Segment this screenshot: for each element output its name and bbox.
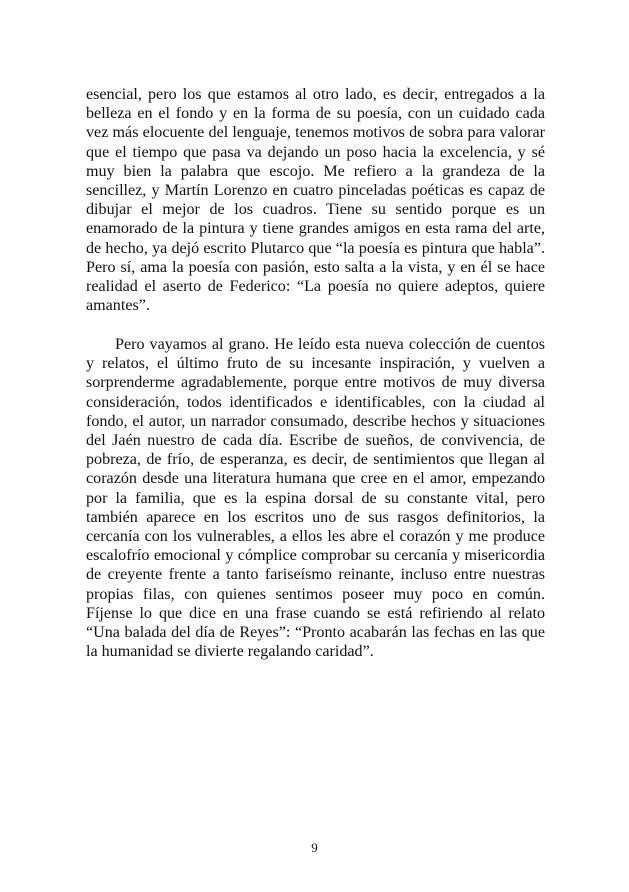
page-number: 9 — [311, 840, 318, 855]
body-text — [86, 85, 545, 661]
paragraph-continuation: esencial, pero los que estamos al otro lado, es decir, entregados a la belleza en el fondo y en la forma de su poesía, con un cuidado cada vez más elocuente del lenguaje, tenemos motivos de sobra para valorar que el tiempo que pasa va dejando un poso hacia la excelencia, y sé muy bien la palabra que escojo. Me refiero a la grandeza de la sencillez, y Martín Lorenzo en cuatro pinceladas poéticas es capaz de dibujar el mejor de los cuadros. Tiene su sentido porque es un enamorado de la pintura y tiene grandes amigos en esta rama del arte, de hecho, ya dejó escrito Plutarco que “la poesía es pintura que habla”. Pero sí, ama la poesía con pasión, esto salta a la vista, y en él se hace realidad el aserto de Federico: “La poesía no quiere adeptos, quiere amantes”. — [86, 86, 545, 315]
paragraph-review: Pero vayamos al grano. He leído esta nueva colección de cuentos y relatos, el último fruto de su incesante inspiración, y vuelven a sorprenderme agradablemente, porque entre motivos de muy diversa consideración, todos identificados e identificables, con la ciudad al fondo, el autor, un narrador consumado, describe hechos y situaciones del Jaén nuestro de cada día. Escribe de sueños, de convivencia, de pobreza, de frío, de esperanza, es decir, de sentimientos que llegan al corazón desde una literatura humana que cree en el amor, empezando por la familia, que es la espina dorsal de su constante vital, pero también aparece en los escritos uno de sus rasgos definitorios, la cercanía con los vulnerables, a ellos les abre el corazón y me produce escalofrío emocional y cómplice comprobar su cercanía y misericordia de creyente frente a tanto fariseísmo reinante, incluso entre nuestras propias filas, con quienes sentimos poseer muy poco en común. Fíjense lo que dice en una frase cuando se está refiriendo al relato “Una balada del día de Reyes”: “Pronto acabarán las fechas en las que la humanidad se divierte regalando caridad”. — [86, 335, 545, 661]
